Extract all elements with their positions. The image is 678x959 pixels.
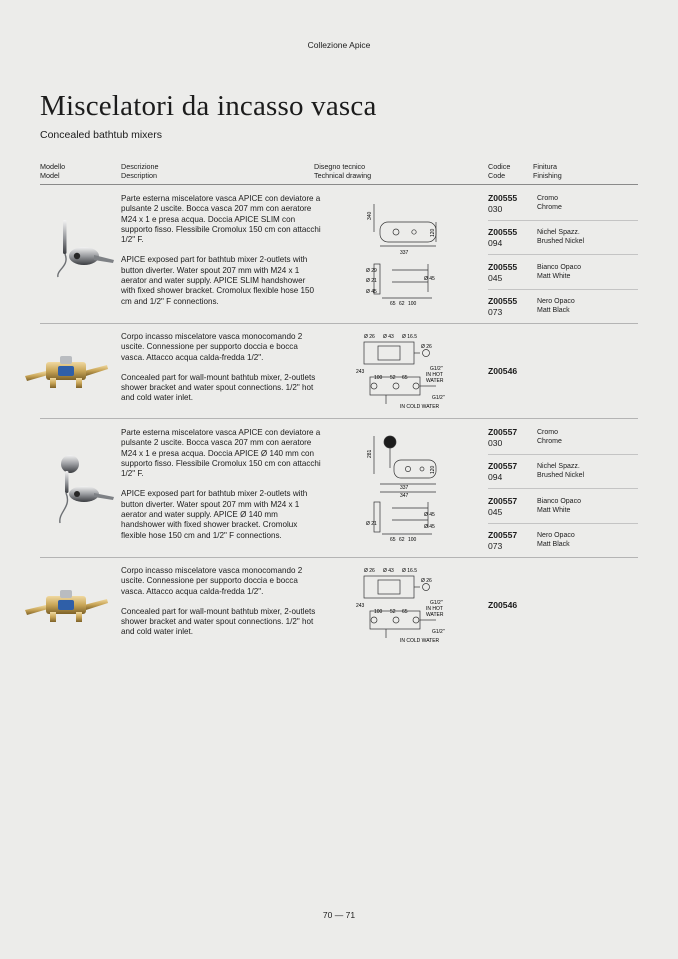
row-2-dim-3: 347 xyxy=(400,493,409,499)
row-2-variant-3-code-main: Z00557 xyxy=(488,530,518,540)
row-1-dim-10: WATER xyxy=(426,378,444,384)
row-1-description-en: Concealed part for wall-mount bathtub mixer, 2-outlets shower bracket and water spout connections. 1/2" hot and cold water inlet. xyxy=(121,372,316,403)
row-1-dim-12: IN COLD WATER xyxy=(400,404,440,410)
row-3-dim-5: 100 xyxy=(374,609,383,615)
row-0-variant-3-code xyxy=(488,296,532,317)
column-header-finishing-it: Finitura xyxy=(533,162,557,171)
row-2-dim-0: 281 xyxy=(367,449,373,458)
row-3-dim-4: 243 xyxy=(356,603,365,609)
column-header-description-it: Descrizione xyxy=(121,162,159,171)
row-0-variant-0-finish-en: Chrome xyxy=(537,203,562,211)
row-1-dim-2: Ø 16.5 xyxy=(402,334,418,340)
row-3-description xyxy=(121,566,321,638)
page-number: 70 — 71 xyxy=(322,910,356,920)
row-3-description-it: Corpo incasso miscelatore vasca monocomando 2 uscite. Connessione per supporto doccia e bocca vasca. Attacco acqua calda-fredda 1/2". xyxy=(121,566,303,596)
row-0-variant-0-code xyxy=(488,193,532,214)
row-3-dim-12: IN COLD WATER xyxy=(400,638,440,644)
row-divider xyxy=(40,418,638,419)
row-2-variant-1-finish-en: Brushed Nickel xyxy=(537,471,585,479)
row-2-dim-5: Ø 21 xyxy=(366,521,377,527)
row-2-variant-2-finish-en: Matt White xyxy=(537,506,571,514)
column-header-finishing-en: Finishing xyxy=(533,170,562,180)
row-3-dim-0: Ø 26 xyxy=(364,568,375,574)
row-0-dim-9: 100 xyxy=(408,301,417,307)
row-0-variant-3-finish-it: Nero Opaco xyxy=(537,298,575,305)
row-0-variant-1-code xyxy=(488,227,532,248)
row-2-variant-1-finish-it: Nichel Spazz. xyxy=(537,463,580,470)
row-0-dim-1: 120 xyxy=(430,228,436,237)
row-3-dim-2: Ø 16.5 xyxy=(402,568,418,574)
page-subtitle: Concealed bathtub mixers xyxy=(40,129,162,141)
column-header-description-en: Description xyxy=(121,170,157,180)
row-0-dim-0: 340 xyxy=(367,211,373,220)
row-2-variant-2-finish xyxy=(537,498,581,515)
row-2-variant-3-finish-en: Matt Black xyxy=(537,540,570,548)
row-2-variant-3-code xyxy=(488,530,532,551)
row-0-variant-3-finish xyxy=(537,298,575,315)
technical-drawing-row-3 xyxy=(356,566,456,646)
row-2-description-it: Parte esterna miscelatore vasca APICE con deviatore a pulsante 2 uscite. Bocca vasca 207 mm con aeratore M24 x 1 e presa acqua. Doccia APICE Ø 140 mm con supporto fisso. Flessibile Cromolux 150 cm con attacchi 1/2" F. xyxy=(121,428,321,479)
row-2-dim-2: 337 xyxy=(400,485,409,491)
row-3-code xyxy=(488,600,532,611)
row-0-variant-3-code-main: Z00555 xyxy=(488,296,518,306)
row-1-dim-3: Ø 26 xyxy=(421,344,432,350)
row-1-dim-7: 65 xyxy=(402,375,408,381)
row-1-dim-9: IN HOT xyxy=(426,372,443,378)
row-2-variant-2-finish-it: Bianco Opaco xyxy=(537,498,581,505)
column-header-drawing xyxy=(314,163,371,180)
row-2-dim-9: 100 xyxy=(408,537,417,543)
row-0-variant-3-finish-en: Matt Black xyxy=(537,306,570,314)
row-0-variant-1-finish-it: Nichel Spazz. xyxy=(537,229,580,236)
row-2-variant-3-finish xyxy=(537,532,575,549)
row-0-dim-5: Ø 45 xyxy=(366,289,377,295)
row-2-variant-1-finish xyxy=(537,463,584,480)
product-image-concealed-body xyxy=(22,588,110,624)
row-2-description-en: APICE exposed part for bathtub mixer 2-outlets with button diverter. Water spout 207 mm with M24 x 1 aerator and water supply. APICE Ø 140 mm handshower with fixed shower bracket. Cromolux flexible hose 150 cm and 1/2" F connections. xyxy=(121,489,308,540)
row-2-dim-6: Ø 45 xyxy=(424,524,435,530)
row-2-variant-1-code-main: Z00557 xyxy=(488,461,518,471)
row-2-variant-0-code-main: Z00557 xyxy=(488,427,518,437)
row-2-dim-4: Ø 45 xyxy=(424,512,435,518)
row-3-dim-6: 52 xyxy=(390,609,396,615)
header-divider xyxy=(40,184,638,185)
row-0-variant-2-finish-en: Matt White xyxy=(537,272,571,280)
row-0-variant-0-finish-it: Cromo xyxy=(537,195,559,202)
row-3-dim-9: IN HOT xyxy=(426,606,443,612)
row-3-dim-8: G1/2" xyxy=(430,600,443,606)
row-3-code-main: Z00546 xyxy=(488,600,518,610)
row-2-variant-divider xyxy=(488,523,638,524)
column-header-description xyxy=(121,163,159,180)
row-0-variant-0-code-main: Z00555 xyxy=(488,193,518,203)
row-3-dim-11: G1/2" xyxy=(432,629,445,635)
row-0-variant-1-finish xyxy=(537,229,584,246)
row-2-variant-0-code-suffix: 030 xyxy=(488,437,503,448)
row-1-dim-8: G1/2" xyxy=(430,366,443,372)
product-image-apice-slim-mixer xyxy=(44,214,116,278)
row-0-dim-6: Ø 45 xyxy=(424,276,435,282)
row-0-dim-2: 337 xyxy=(400,250,409,256)
row-0-variant-1-finish-en: Brushed Nickel xyxy=(537,237,585,245)
row-2-dim-1: 120 xyxy=(430,465,436,474)
row-1-dim-11: G1/2" xyxy=(432,395,445,401)
row-2-variant-3-finish-it: Nero Opaco xyxy=(537,532,575,539)
product-image-apice-140-mixer xyxy=(44,452,116,524)
column-header-model-it: Modello xyxy=(40,162,66,171)
row-2-dim-7: 65 xyxy=(390,537,396,543)
row-2-dim-8: 62 xyxy=(399,537,405,543)
row-1-dim-4: 243 xyxy=(356,369,365,375)
row-0-variant-divider xyxy=(488,220,638,221)
row-0-variant-1-code-suffix: 094 xyxy=(488,237,503,248)
row-0-variant-2-finish xyxy=(537,264,581,281)
row-1-dim-0: Ø 26 xyxy=(364,334,375,340)
row-3-dim-1: Ø 43 xyxy=(383,568,394,574)
row-2-variant-2-code-main: Z00557 xyxy=(488,496,518,506)
row-1-description-it: Corpo incasso miscelatore vasca monocomando 2 uscite. Connessione per supporto doccia e bocca vasca. Attacco acqua calda-fredda 1/2". xyxy=(121,332,303,362)
row-2-variant-2-code xyxy=(488,496,532,517)
row-2-variant-0-finish-it: Cromo xyxy=(537,429,559,436)
row-1-dim-6: 52 xyxy=(390,375,396,381)
row-0-variant-0-code-suffix: 030 xyxy=(488,203,503,214)
row-0-description-it: Parte esterna miscelatore vasca APICE con deviatore a pulsante 2 uscite. Bocca vasca 207 mm con aeratore M24 x 1 e presa acqua. Doccia APICE SLIM con supporto fisso. Flessibile Cromolux 150 cm con attacchi 1/2" F. xyxy=(121,194,321,245)
row-3-description-en: Concealed part for wall-mount bathtub mixer, 2-outlets shower bracket and water spout connections. 1/2" hot and cold water inlet. xyxy=(121,606,316,637)
technical-drawing-row-0 xyxy=(362,192,460,310)
row-1-description xyxy=(121,332,321,404)
row-2-variant-0-finish-en: Chrome xyxy=(537,437,562,445)
column-header-drawing-it: Disegno tecnico xyxy=(314,162,366,171)
row-0-variant-2-code-main: Z00555 xyxy=(488,262,518,272)
row-2-variant-divider xyxy=(488,488,638,489)
row-2-variant-divider xyxy=(488,454,638,455)
row-3-dim-3: Ø 26 xyxy=(421,578,432,584)
column-header-code xyxy=(488,163,510,180)
technical-drawing-row-1 xyxy=(356,332,456,412)
row-0-variant-0-finish xyxy=(537,195,562,212)
row-2-variant-0-finish xyxy=(537,429,562,446)
row-2-variant-3-code-suffix: 073 xyxy=(488,540,503,551)
row-0-dim-3: Ø 29 xyxy=(366,268,377,274)
row-0-dim-4: Ø 21 xyxy=(366,278,377,284)
row-0-variant-2-finish-it: Bianco Opaco xyxy=(537,264,581,271)
column-header-drawing-en: Technical drawing xyxy=(314,170,372,180)
product-image-concealed-body xyxy=(22,354,110,390)
column-header-code-en: Code xyxy=(488,170,506,180)
row-2-variant-0-code xyxy=(488,427,532,448)
row-2-description xyxy=(121,428,321,541)
row-0-description-en: APICE exposed part for bathtub mixer 2-outlets with button diverter. Water spout 207 mm with M24 x 1 aerator and water supply. APICE SLIM handshower with fixed shower bracket. Cromolux flexible hose 150 cm and 1/2" F connections. xyxy=(121,255,314,306)
row-divider xyxy=(40,323,638,324)
row-3-dim-10: WATER xyxy=(426,612,444,618)
row-0-variant-2-code-suffix: 045 xyxy=(488,272,503,283)
collection-header: Collezione Apice xyxy=(307,40,371,50)
row-2-variant-1-code xyxy=(488,461,532,482)
technical-drawing-row-2 xyxy=(362,428,460,546)
column-header-code-it: Codice xyxy=(488,162,511,171)
page-title: Miscelatori da incasso vasca xyxy=(40,90,377,122)
row-0-dim-7: 65 xyxy=(390,301,396,307)
row-0-variant-1-code-main: Z00555 xyxy=(488,227,518,237)
column-header-model xyxy=(40,163,65,180)
row-0-variant-divider xyxy=(488,289,638,290)
column-header-model-en: Model xyxy=(40,170,60,180)
row-divider xyxy=(40,557,638,558)
row-1-dim-1: Ø 43 xyxy=(383,334,394,340)
row-0-description xyxy=(121,194,321,307)
row-1-code xyxy=(488,366,532,377)
row-1-code-main: Z00546 xyxy=(488,366,518,376)
row-2-variant-1-code-suffix: 094 xyxy=(488,471,503,482)
row-0-variant-divider xyxy=(488,254,638,255)
row-3-dim-7: 65 xyxy=(402,609,408,615)
row-2-variant-2-code-suffix: 045 xyxy=(488,506,503,517)
column-header-finishing xyxy=(533,163,562,180)
row-0-variant-2-code xyxy=(488,262,532,283)
row-1-dim-5: 100 xyxy=(374,375,383,381)
row-0-variant-3-code-suffix: 073 xyxy=(488,306,503,317)
row-0-dim-8: 62 xyxy=(399,301,405,307)
